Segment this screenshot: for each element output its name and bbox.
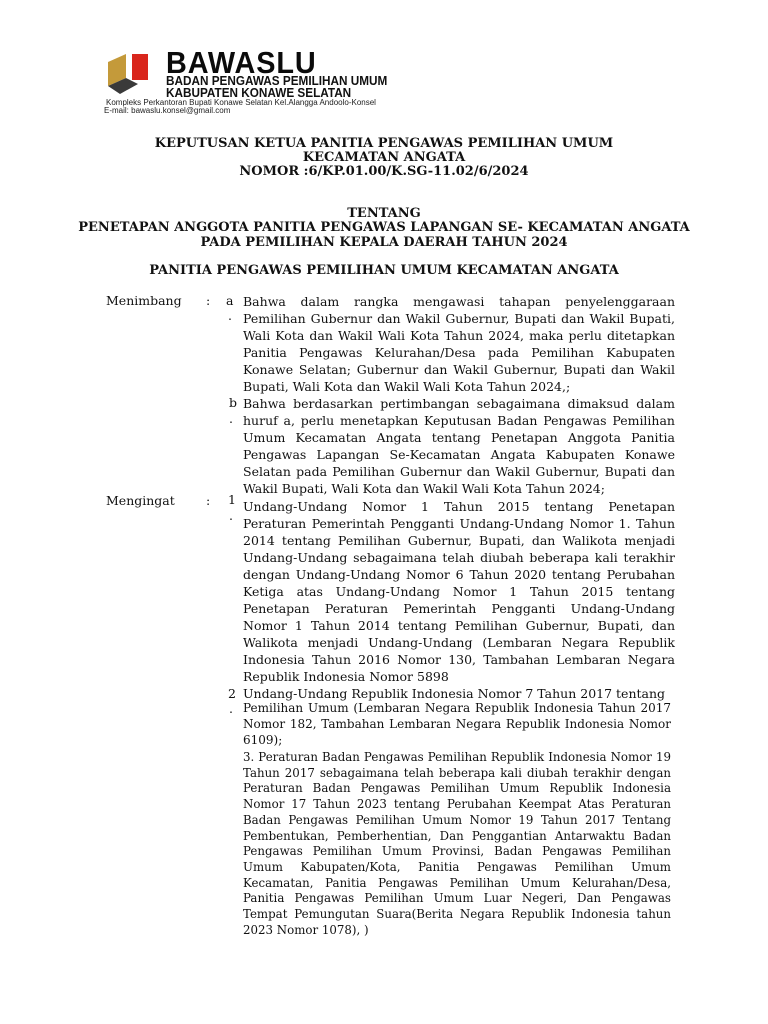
menimbang-colon: :: [206, 293, 211, 308]
decree-title-line1: KEPUTUSAN KETUA PANITIA PENGAWAS PEMILIHAN UMUM: [154, 136, 614, 151]
org-name: BAWASLU: [166, 45, 317, 80]
decree-subject-line2: PADA PEMILIHAN KEPALA DAERAH TAHUN 2024: [200, 235, 568, 250]
decree-subject-line1: PENETAPAN ANGGOTA PANITIA PENGAWAS LAPANGAN SE- KECAMATAN ANGATA: [78, 220, 690, 235]
menimbang-item-b: Bahwa berdasarkan pertimbangan sebagaimana dimaksud dalam huruf a, perlu menetapkan Keputusan Badan Pengawas Pemilihan Umum Kecamatan Angata tentang Penetapan Anggota Panitia Pengawas Lapangan Se-Kecamatan Angata Kabupaten Konawe Selatan pada Pemilihan Gubernur dan Wakil Gubernur, Bupati dan Wakil Bupati, Wali Kota dan Wakil Wali Kota Tahun 2024;: [243, 396, 675, 496]
item-marker: 2: [228, 686, 236, 701]
org-address: Kompleks Perkantoran Bupati Konawe Selatan Kel.Alangga Andoolo-Konsel: [106, 98, 376, 107]
item-marker: b: [229, 395, 238, 410]
bawaslu-logo-icon: [104, 48, 160, 100]
org-region: KABUPATEN KONAWE SELATAN: [166, 86, 352, 100]
decree-number: NOMOR :6/KP.01.00/K.SG-11.02/6/2024: [239, 164, 529, 179]
mengingat-label: Mengingat: [106, 493, 175, 508]
decree-title-line2: KECAMATAN ANGATA: [302, 150, 466, 165]
mengingat-colon: :: [206, 493, 211, 508]
item-marker-dot: .: [229, 508, 233, 523]
item-marker: 1: [228, 492, 236, 507]
mengingat-item-3: 3. Peraturan Badan Pengawas Pemilihan Republik Indonesia Nomor 19 Tahun 2017 sebagaimana telah beberapa kali diubah terakhir dengan Peraturan Badan Pengawas Pemilihan Umum Republik Indonesia Nomor 17 Tahun 2023 tentang Perubahan Keempat Atas Peraturan Badan Pengawas Pemilihan Umum Nomor 19 Tahun 2017 Tentang Pembentukan, Pemberhentian, Dan Penggantian Antarwaktu Badan Pengawas Pemilihan Umum Provinsi, Badan Pengawas Pemilihan Umum Kabupaten/Kota, Panitia Pengawas Pemilihan Umum Kecamatan, Panitia Pengawas Pemilihan Umum Kelurahan/Desa, Panitia Pengawas Pemilihan Umum Luar Negeri, Dan Pengawas Tempat Pemungutan Suara(Berita Negara Republik Indonesia tahun 2023 Nomor 1078), ): [243, 750, 671, 937]
org-full-name: BADAN PENGAWAS PEMILIHAN UMUM: [166, 74, 388, 88]
item-marker: a: [226, 293, 234, 308]
org-email: E-mail: bawaslu.konsel@gmail.com: [104, 106, 231, 115]
menimbang-label: Menimbang: [106, 293, 182, 308]
mengingat-item-2-first-line: Undang-Undang Republik Indonesia Nomor 7 Tahun 2017 tentang: [243, 686, 666, 701]
menimbang-item-a: Bahwa dalam rangka mengawasi tahapan penyelenggaraan Pemilihan Gubernur dan Wakil Gubernur, Bupati dan Wakil Bupati, Wali Kota dan Wakil Wali Kota Tahun 2024, maka perlu ditetapkan Panitia Pengawas Kelurahan/Desa pada Pemilihan Kabupaten Konawe Selatan; Gubernur dan Wakil Gubernur, Bupati dan Wakil Bupati, Wali Kota dan Wakil Wali Kota Tahun 2024,;: [243, 294, 675, 394]
decree-issuer: PANITIA PENGAWAS PEMILIHAN UMUM KECAMATAN ANGATA: [149, 263, 619, 278]
item-marker-dot: .: [229, 411, 233, 426]
mengingat-item-1: Undang-Undang Nomor 1 Tahun 2015 tentang Penetapan Peraturan Pemerintah Pengganti Undang-Undang Nomor 1. Tahun 2014 tentang Pemilihan Gubernur, Bupati, dan Walikota menjadi Undang-Undang sebagaimana telah diubah beberapa kali terakhir dengan Undang-Undang Nomor 6 Tahun 2020 tentang Perubahan Ketiga atas Undang-Undang Nomor 1 Tahun 2015 tentang Penetapan Peraturan Pemerintah Pengganti Undang-Undang Nomor 1 Tahun 2014 tentang Pemilihan Gubernur, Bupati, dan Walikota menjadi Undang-Undang (Lembaran Negara Republik Indonesia Tahun 2016 Nomor 130, Tambahan Lembaran Negara Republik Indonesia Nomor 5898: [243, 499, 675, 684]
mengingat-item-2: Pemilihan Umum (Lembaran Negara Republik Indonesia Tahun 2017 Nomor 182, Tambahan Lembaran Negara Republik Indonesia Nomor 6109);: [243, 701, 671, 747]
item-marker-dot: .: [228, 308, 232, 323]
decree-about: TENTANG: [347, 206, 421, 221]
item-marker-dot: .: [229, 701, 233, 716]
